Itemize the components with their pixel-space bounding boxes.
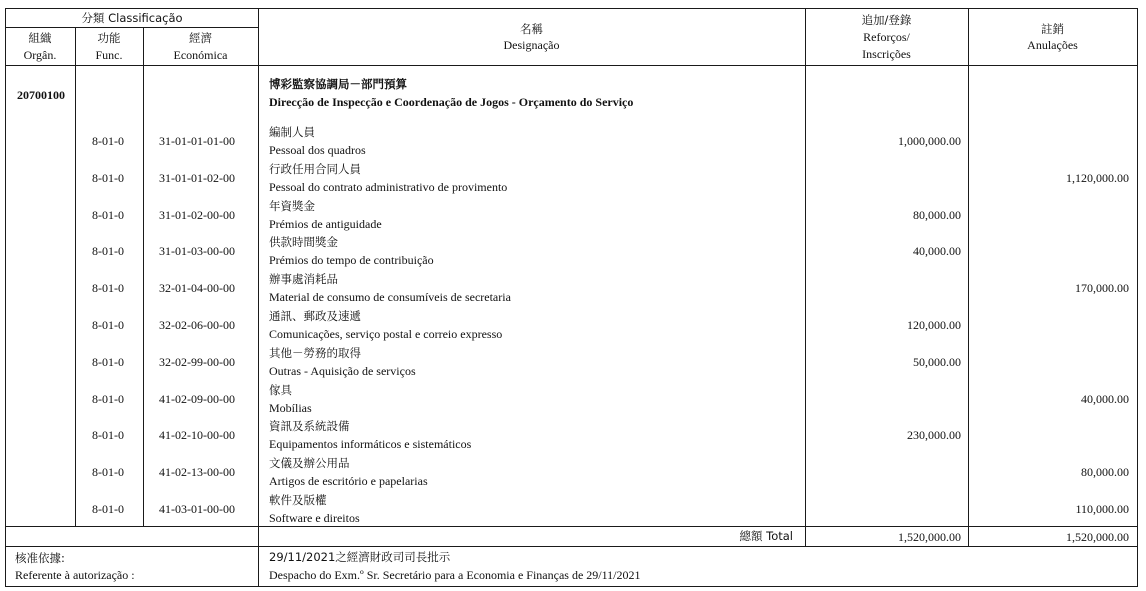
row-econ: 32-02-99-00-00 xyxy=(159,354,235,369)
classificacao-header: 分類 Classificação xyxy=(81,11,183,25)
ref-header-pt1: Reforços/ xyxy=(863,30,910,44)
row-name-zh: 文儀及辦公用品 xyxy=(269,456,350,471)
row-anulacoes: 80,000.00 xyxy=(1081,465,1129,480)
footer-label-pt: Referente à autorização : xyxy=(15,568,135,582)
total-label: 總額 Total xyxy=(739,529,793,543)
row-reforcos: 80,000.00 xyxy=(913,207,961,222)
ref-header-pt2: Inscrições xyxy=(862,47,911,61)
row-econ: 41-02-10-00-00 xyxy=(159,428,235,443)
name-header-zh: 名稱 xyxy=(520,22,543,36)
anul-header-zh: 註銷 xyxy=(1041,22,1064,36)
row-econ: 32-01-04-00-00 xyxy=(159,281,235,296)
row-func: 8-01-0 xyxy=(92,244,124,259)
row-name-pt: Material de consumo de consumíveis de secretaria xyxy=(269,290,511,305)
organ-code: 20700100 xyxy=(17,88,65,102)
row-name-pt: Pessoal dos quadros xyxy=(269,143,366,157)
name-header-pt: Designação xyxy=(503,38,560,52)
section-title-pt: Direcção de Inspecção e Coordenação de Jogos - Orçamento do Serviço xyxy=(269,95,634,109)
row-func: 8-01-0 xyxy=(92,428,124,443)
row-func: 8-01-0 xyxy=(92,134,124,148)
row-name-zh: 其他－勞務的取得 xyxy=(269,345,361,360)
row-func: 8-01-0 xyxy=(92,391,124,406)
row-name-pt: Mobílias xyxy=(269,400,312,415)
rule-left xyxy=(5,8,6,587)
row-reforcos: 1,000,000.00 xyxy=(898,134,961,148)
row-econ: 31-01-03-00-00 xyxy=(159,244,235,259)
rule-econ-name xyxy=(258,8,259,587)
row-reforcos: 40,000.00 xyxy=(913,244,961,259)
econ-header-pt: Económica xyxy=(173,48,228,62)
footer-text-zh: 29/11/2021之經濟財政司司長批示 xyxy=(269,550,451,564)
rule-func-econ xyxy=(143,27,144,527)
row-func: 8-01-0 xyxy=(92,465,124,480)
row-name-zh: 傢具 xyxy=(269,382,292,397)
row-name-zh: 編制人員 xyxy=(269,125,315,139)
row-econ: 31-01-02-00-00 xyxy=(159,207,235,222)
row-name-zh: 年資獎金 xyxy=(269,198,315,213)
organ-header-pt: Orgân. xyxy=(23,48,57,62)
row-anulacoes: 40,000.00 xyxy=(1081,391,1129,406)
func-header-pt: Func. xyxy=(95,48,123,62)
row-func: 8-01-0 xyxy=(92,354,124,369)
anul-header-pt: Anulações xyxy=(1027,38,1078,52)
ref-header-zh: 追加/登錄 xyxy=(861,13,912,27)
row-name-zh: 行政任用合同人員 xyxy=(269,161,361,176)
row-econ: 32-02-06-00-00 xyxy=(159,318,235,332)
row-econ: 41-02-09-00-00 xyxy=(159,391,235,406)
row-name-pt: Comunicações, serviço postal e correio expresso xyxy=(269,327,503,341)
row-reforcos: 50,000.00 xyxy=(913,354,961,369)
row-name-zh: 資訊及系統設備 xyxy=(269,419,350,434)
row-name-zh: 供款時間獎金 xyxy=(269,235,338,250)
row-name-pt: Outras - Aquisição de serviços xyxy=(269,363,416,378)
row-econ: 41-03-01-00-00 xyxy=(159,502,235,516)
row-name-pt: Artigos de escritório e papelarias xyxy=(269,474,428,489)
row-func: 8-01-0 xyxy=(92,170,124,185)
econ-header-zh: 經濟 xyxy=(189,31,212,45)
func-header-zh: 功能 xyxy=(97,31,121,45)
row-name-pt: Software e direitos xyxy=(269,511,360,525)
row-func: 8-01-0 xyxy=(92,502,124,516)
row-econ: 31-01-01-02-00 xyxy=(159,170,235,185)
rule-right xyxy=(1137,8,1138,587)
row-name-pt: Prémios de antiguidade xyxy=(269,216,382,231)
row-name-pt: Prémios do tempo de contribuição xyxy=(269,253,434,268)
footer-label-zh: 核准依據: xyxy=(15,551,65,565)
section-title-zh: 博彩監察協調局－部門預算 xyxy=(269,77,407,91)
row-func: 8-01-0 xyxy=(92,207,124,222)
row-anulacoes: 1,120,000.00 xyxy=(1066,170,1129,185)
row-func: 8-01-0 xyxy=(92,318,124,332)
rule-bottom xyxy=(5,586,1137,587)
footer-text-pt: Despacho do Exm.º Sr. Secretário para a Economia e Finanças de 29/11/2021 xyxy=(269,568,641,582)
row-name-zh: 通訊、郵政及速遞 xyxy=(269,309,361,323)
row-name-pt: Pessoal do contrato administrativo de provimento xyxy=(269,179,508,194)
total-anulacoes: 1,520,000.00 xyxy=(1066,530,1129,544)
row-reforcos: 230,000.00 xyxy=(907,428,961,443)
row-anulacoes: 110,000.00 xyxy=(1075,502,1129,516)
row-econ: 31-01-01-01-00 xyxy=(159,134,235,148)
rule-organ-func xyxy=(75,27,76,527)
total-reforcos: 1,520,000.00 xyxy=(898,530,961,544)
row-func: 8-01-0 xyxy=(92,281,124,296)
row-name-zh: 軟件及版權 xyxy=(269,493,327,507)
row-name-zh: 辦事處消耗品 xyxy=(269,272,338,287)
organ-header-zh: 組織 xyxy=(28,31,52,45)
row-name-pt: Equipamentos informáticos e sistemáticos xyxy=(269,437,472,452)
row-anulacoes: 170,000.00 xyxy=(1075,281,1129,296)
rule-name-ref xyxy=(805,8,806,547)
rule-classificacao xyxy=(5,27,259,28)
row-econ: 41-02-13-00-00 xyxy=(159,465,235,480)
row-reforcos: 120,000.00 xyxy=(907,318,961,332)
